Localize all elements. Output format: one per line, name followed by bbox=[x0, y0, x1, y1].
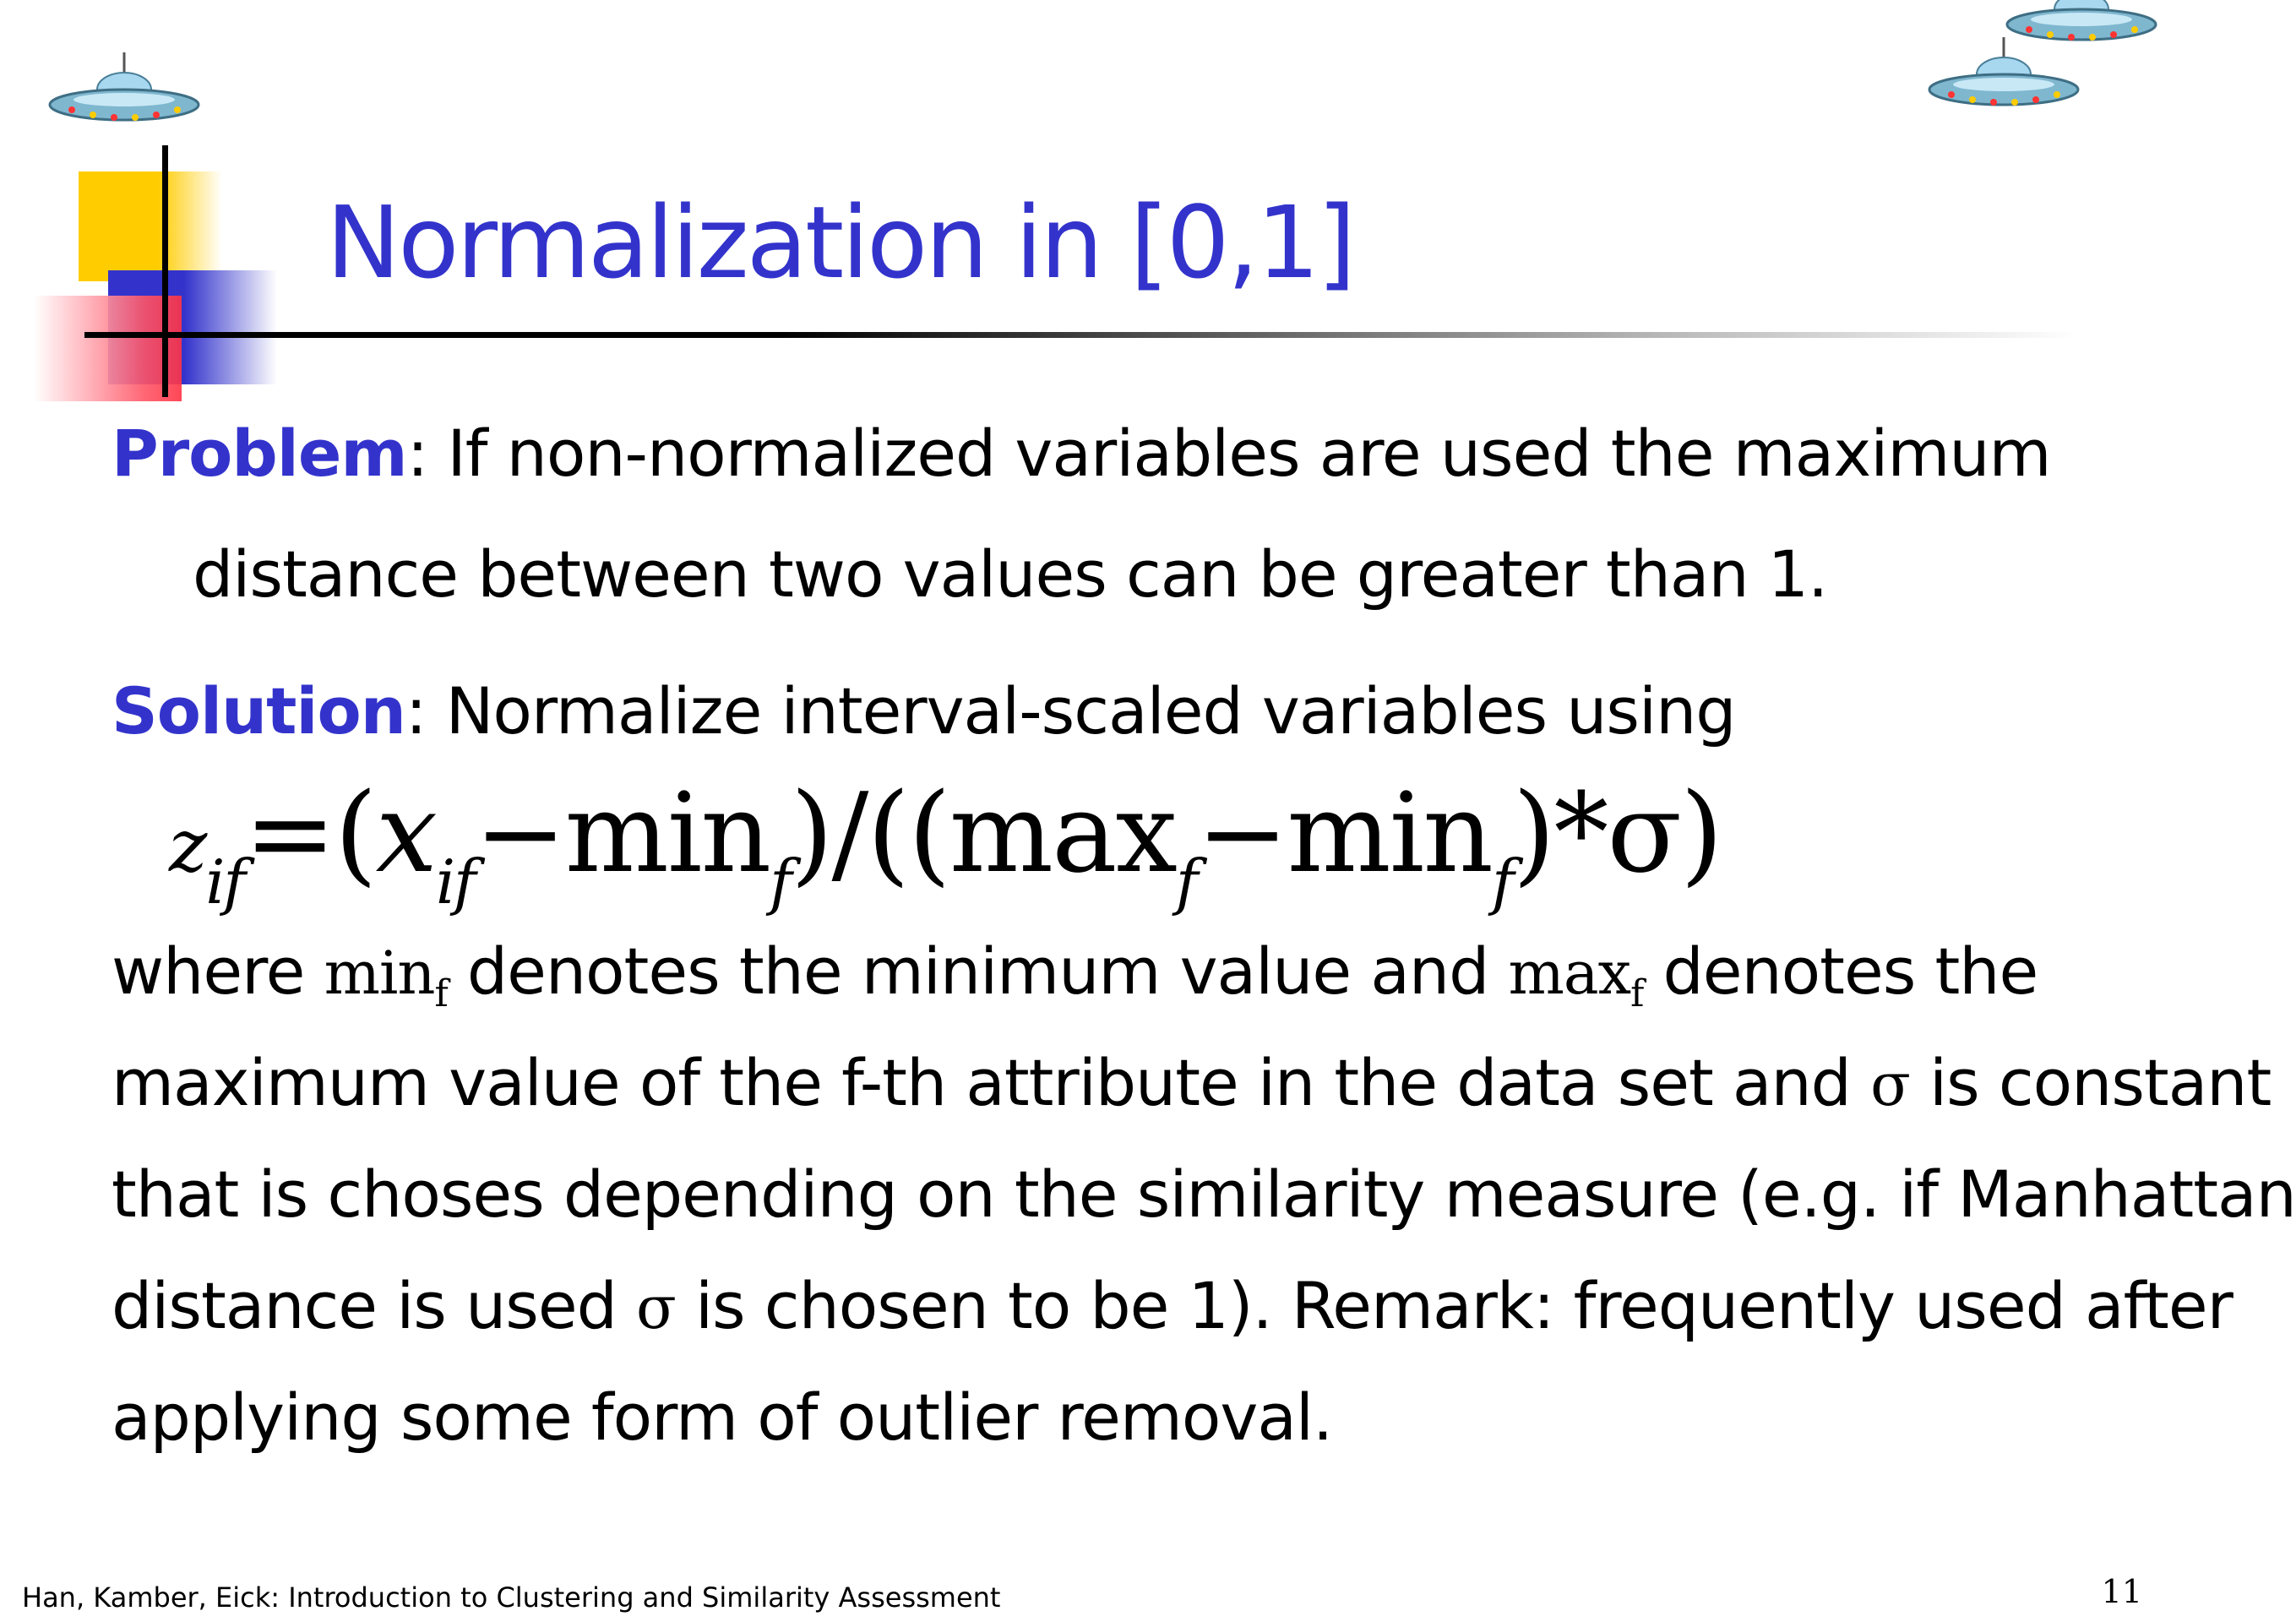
formula-minus-min-2: −min bbox=[1196, 769, 1493, 897]
solution-label: Solution bbox=[112, 673, 405, 748]
where-line-4 bbox=[112, 1268, 2233, 1343]
formula-f-1: f bbox=[770, 846, 791, 917]
problem-label: Problem bbox=[112, 416, 407, 491]
where-text-1b: denotes the minimum value and bbox=[447, 933, 1509, 1009]
where-text-2b: is constant bbox=[1909, 1045, 2272, 1120]
formula-f-3: f bbox=[1492, 846, 1513, 917]
sigma-symbol: σ bbox=[635, 1273, 676, 1342]
where-text-1a: where bbox=[112, 933, 324, 1009]
formula-mid: )/((max bbox=[790, 769, 1176, 897]
decor-red-square bbox=[34, 296, 182, 401]
where-line-3: that is choses depending on the similarity measure (e.g. if Manhattan bbox=[112, 1157, 2296, 1232]
problem-line-2: distance between two values can be greater than 1. bbox=[193, 536, 1828, 612]
formula-f-2: f bbox=[1175, 846, 1197, 917]
min-sub: f bbox=[434, 972, 448, 1015]
normalization-formula bbox=[169, 769, 1722, 917]
title-underline bbox=[84, 332, 2078, 338]
ufo-icon bbox=[1926, 35, 2082, 116]
formula-x-sub: if bbox=[435, 846, 475, 917]
where-line-1 bbox=[112, 933, 2038, 1015]
formula-z: z bbox=[169, 804, 206, 889]
where-line-5: applying some form of outlier removal. bbox=[112, 1380, 1333, 1455]
slide-footer: Han, Kamber, Eick: Introduction to Clustering and Similarity Assessment bbox=[22, 1581, 1001, 1614]
page-number: 11 bbox=[2101, 1573, 2142, 1610]
formula-minus-min-1: −min bbox=[474, 769, 770, 897]
formula-close: )*σ) bbox=[1512, 769, 1722, 897]
where-text-4b: is chosen to be 1). Remark: frequently used after bbox=[675, 1268, 2233, 1343]
max-sub: f bbox=[1630, 972, 1644, 1015]
max-text: max bbox=[1508, 939, 1631, 1008]
solution-line bbox=[112, 673, 1736, 748]
where-text-4a: distance is used bbox=[112, 1268, 636, 1343]
formula-x: x bbox=[375, 769, 436, 897]
where-text-2a: maximum value of the f-th attribute in the data set and bbox=[112, 1045, 1871, 1120]
problem-line-1 bbox=[112, 418, 2051, 489]
decor-vertical-line bbox=[162, 145, 168, 397]
ufo-icon bbox=[46, 51, 203, 131]
min-text: min bbox=[324, 939, 435, 1008]
formula-eq-open: =( bbox=[244, 769, 376, 897]
slide-title: Normalization in [0,1] bbox=[326, 184, 1354, 301]
min-symbol bbox=[324, 939, 448, 1015]
sigma-symbol: σ bbox=[1870, 1050, 1910, 1119]
decor-yellow-square bbox=[79, 171, 222, 281]
problem-text: : If non-normalized variables are used the maximum bbox=[406, 416, 2051, 491]
max-symbol bbox=[1508, 939, 1644, 1015]
solution-text: : Normalize interval-scaled variables using bbox=[405, 673, 1736, 748]
where-text-1c: denotes the bbox=[1643, 933, 2038, 1009]
where-line-2 bbox=[112, 1045, 2272, 1120]
formula-z-sub: if bbox=[205, 846, 244, 917]
